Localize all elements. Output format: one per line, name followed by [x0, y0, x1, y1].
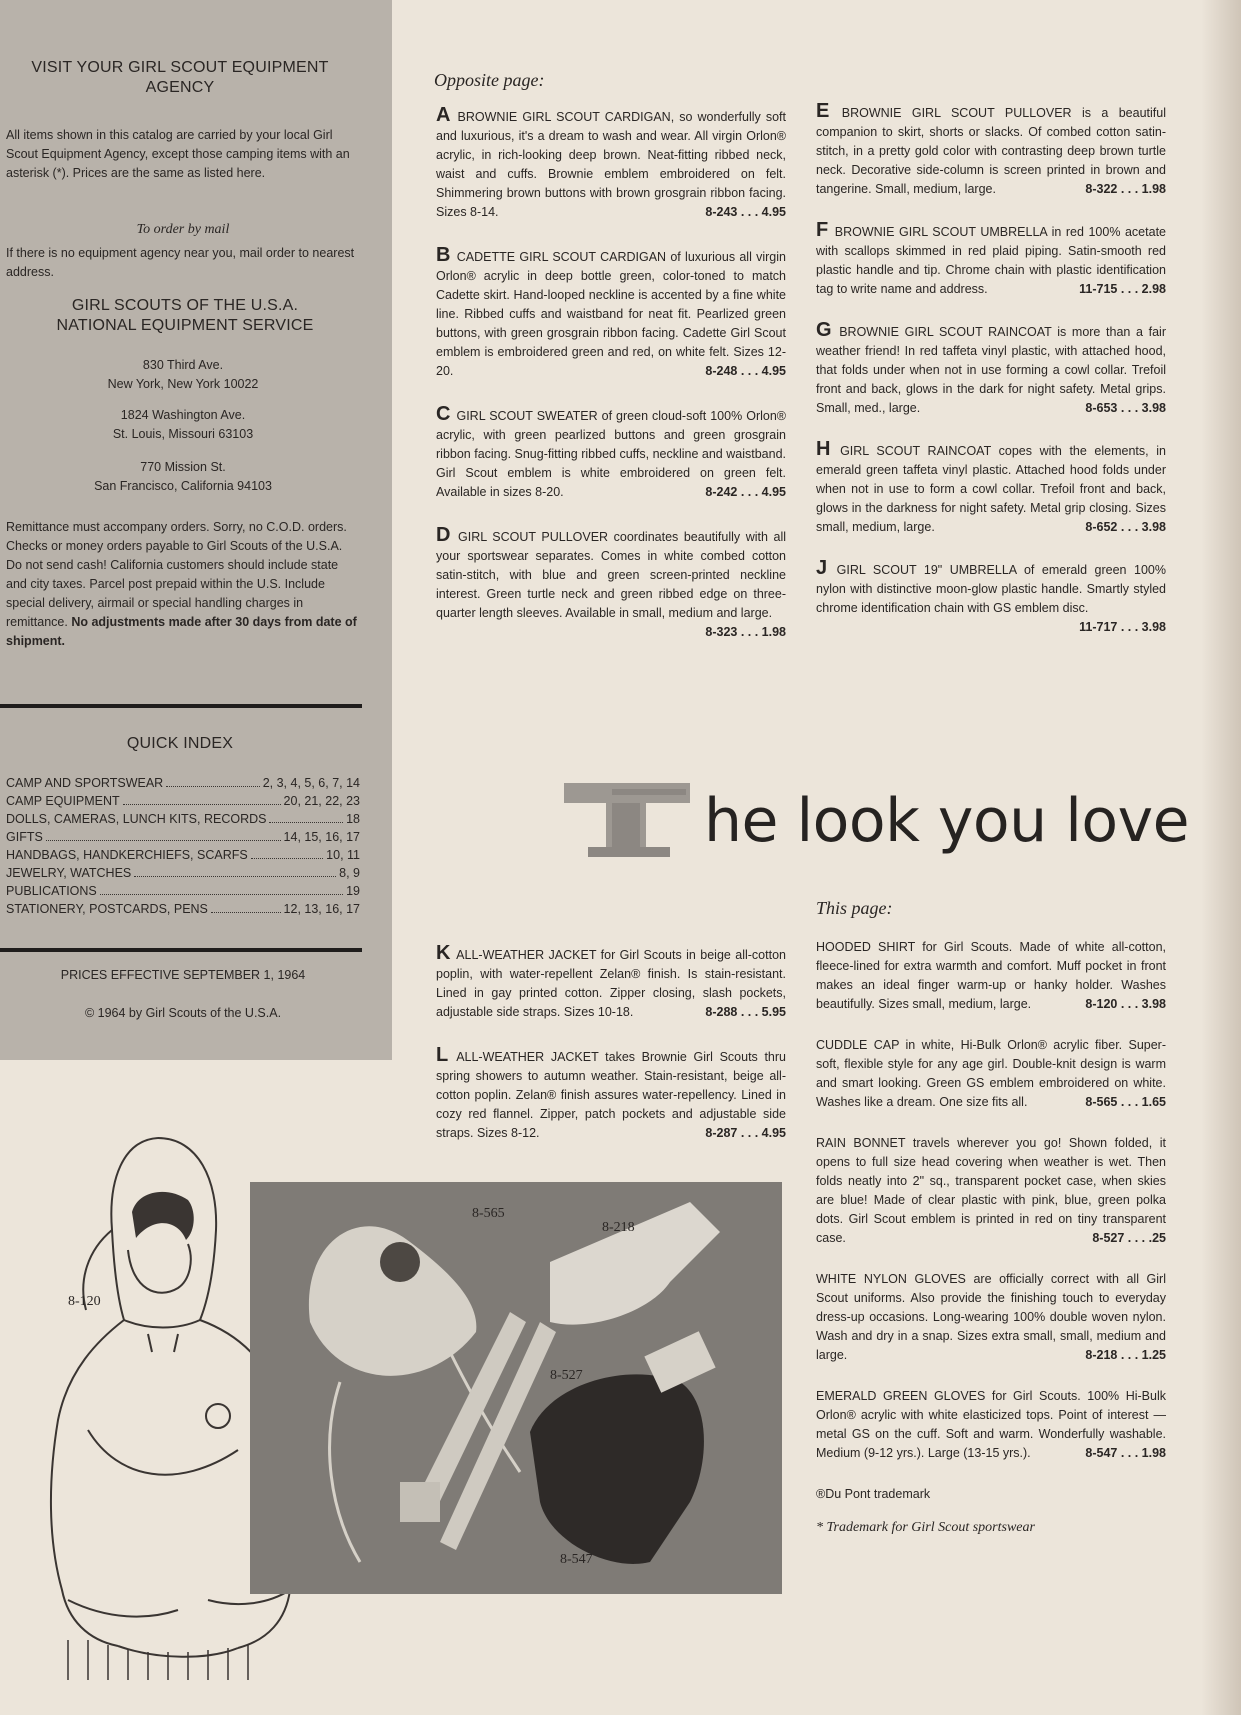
- label-cuddle-cap: 8-565: [472, 1206, 505, 1221]
- index-category: HANDBAGS, HANDKERCHIEFS, SCARFS: [6, 848, 248, 862]
- product-description: [816, 938, 1166, 1014]
- divider-rule: [0, 948, 362, 952]
- item-price: 8-653 . . . 3.98: [1085, 401, 1166, 415]
- item-price: 8-248 . . . 4.95: [705, 364, 786, 378]
- opposite-page-title: Opposite page:: [434, 70, 545, 90]
- item-text: CADETTE GIRL SCOUT CARDIGAN of luxurious all virgin Orlon® acrylic in deep bottle green, color-toned to match Cadette skirt. Hand-looped neckline is accented by a fine white line. Ribbed cuffs and waistband for neat fit. Pearlized green buttons, with green grosgrain ribbon facing. Cadette Girl Scout emblem is embroidered green and red, on white felt. Sizes 12-20.: [436, 250, 786, 378]
- index-category: GIFTS: [6, 830, 43, 844]
- org-heading: GIRL SCOUTS OF THE U.S.A. NATIONAL EQUIPMENT SERVICE: [56, 297, 314, 334]
- product-description: [436, 944, 786, 1022]
- address-st-louis: 1824 Washington Ave. St. Louis, Missouri 63103: [112, 408, 254, 441]
- item-letter: C: [436, 403, 451, 425]
- product-description: [816, 559, 1166, 637]
- item-text: HOODED SHIRT for Girl Scouts. Made of white all-cotton, fleece-lined for extra warmth and comfort. Muff pocket in front makes an ideal finger warm-up or hanky holder. Washes beautifully. Sizes small, medium, large.: [816, 940, 1166, 1011]
- item-price: 11-715 . . . 2.98: [1079, 282, 1166, 296]
- quick-index-row: [6, 900, 360, 918]
- product-description: [436, 106, 786, 222]
- index-category: PUBLICATIONS: [6, 884, 97, 898]
- item-letter: H: [816, 438, 831, 460]
- product-description: [816, 1036, 1166, 1112]
- item-price: 8-218 . . . 1.25: [1085, 1348, 1166, 1362]
- item-letter: K: [436, 942, 451, 964]
- item-letter: G: [816, 319, 832, 341]
- index-category: STATIONERY, POSTCARDS, PENS: [6, 902, 208, 916]
- quick-index-row: [6, 774, 360, 792]
- accessories-photo: [250, 1182, 782, 1594]
- product-description: [816, 321, 1166, 418]
- product-description: [436, 526, 786, 642]
- quick-index-row: [6, 828, 360, 846]
- label-white-gloves: 8-218: [602, 1220, 635, 1235]
- item-price: 8-120 . . . 3.98: [1085, 997, 1166, 1011]
- product-description: [816, 221, 1166, 299]
- index-pages: 14, 15, 16, 17: [283, 830, 360, 844]
- mail-text: If there is no equipment agency near you, mail order to nearest address.: [6, 246, 355, 279]
- product-description: [436, 246, 786, 381]
- label-rain-bonnet: 8-527: [550, 1368, 583, 1383]
- item-letter: F: [816, 219, 829, 241]
- item-text: GIRL SCOUT RAINCOAT copes with the elements, in emerald green taffeta vinyl plastic. Attached hood folds under when not in use to form a cowl collar. Trefoil front and back, glows in the darkness for night safety. Metal grip closing. Sizes small, medium, large.: [816, 444, 1166, 534]
- item-letter: A: [436, 104, 451, 126]
- headline-t-glyph: [558, 783, 696, 857]
- address-san-francisco: 770 Mission St. San Francisco, California 94103: [94, 460, 272, 493]
- accessories-photo-art: [250, 1182, 782, 1594]
- index-pages: 18: [346, 812, 360, 826]
- leader-dots: [100, 882, 343, 895]
- remittance-text: Remittance must accompany orders. Sorry, no C.O.D. orders. Checks or money orders payable to Girl Scouts of the U.S.A. Do not send cash! California customers should include state and city taxes. Parcel post prepaid within the U.S. Include special delivery, airmail or special handling charges in remittance. No adjustments made after 30 days from date of shipment.: [6, 520, 357, 648]
- index-pages: 8, 9: [339, 866, 360, 880]
- index-category: CAMP AND SPORTSWEAR: [6, 776, 164, 790]
- item-price: 8-547 . . . 1.98: [1085, 1446, 1166, 1460]
- item-price: 8-652 . . . 3.98: [1085, 520, 1166, 534]
- sportswear-trademark-note: * Trademark for Girl Scout sportswear: [816, 1520, 1035, 1535]
- leader-dots: [134, 864, 336, 877]
- item-text: WHITE NYLON GLOVES are officially correct with all Girl Scout uniforms. Also provide the finishing touch to everyday dress-up occasions. Long-wearing 100% double woven nylon. Wash and dry in a snap. Sizes extra small, small, medium and large.: [816, 1272, 1166, 1362]
- leader-dots: [269, 810, 343, 823]
- divider-rule: [0, 704, 362, 708]
- adjustments-notice: No adjustments made after 30 days from date of shipment.: [6, 615, 357, 648]
- index-pages: 2, 3, 4, 5, 6, 7, 14: [262, 776, 360, 790]
- item-text: BROWNIE GIRL SCOUT CARDIGAN, so wonderfully soft and luxurious, it's a dream to wash and wear. All virgin Orlon® acrylic, in rich-looking deep brown. Neat-fitting ribbed neck, waist and cuffs. Brownie emblem embroidered on felt. Shimmering brown buttons with brown grosgrain ribbon facing. Sizes 8-14.: [436, 110, 786, 219]
- item-letter: B: [436, 244, 451, 266]
- item-letter: D: [436, 524, 451, 546]
- item-text: GIRL SCOUT PULLOVER coordinates beautifully with all your sportswear separates. Comes in white combed cotton satin-stitch, with blue and green screen-printed neckline interest. Green turtle neck and green ribbed edge on three-quarter length sleeves. Available in small, medium and large.: [436, 530, 786, 620]
- item-price: 8-322 . . . 1.98: [1085, 182, 1166, 196]
- item-text: RAIN BONNET travels wherever you go! Shown folded, it opens to full size head covering when weather is wet. Then folds neatly into 2" sq., transparent pocket case, when skies are blue! Made of clear plastic with pink, blue, green polka dots. Girl Scout emblem is printed in red on tiny transparent case.: [816, 1136, 1166, 1245]
- item-text: ALL-WEATHER JACKET for Girl Scouts in beige all-cotton poplin, with water-repellent Zelan® finish. Is stain-resistant. Lined in gay printed cotton. Zipper closing, slash pockets, adjustable side straps. Sizes 10-18.: [436, 948, 786, 1019]
- index-category: JEWELRY, WATCHES: [6, 866, 132, 880]
- opposite-items-left: [436, 106, 786, 666]
- item-price: 8-323 . . . 1.98: [705, 625, 786, 639]
- label-green-gloves: 8-547: [560, 1552, 593, 1567]
- this-page-title: This page:: [816, 898, 893, 918]
- jacket-items: [436, 944, 786, 1167]
- item-text: BROWNIE GIRL SCOUT UMBRELLA in red 100% acetate with scallops skimmed in red plaid piping. Satin-smooth red plastic handle and tip. Chrome chain with plastic identification tag to write name and address.: [816, 225, 1166, 296]
- address-new-york: 830 Third Ave. New York, New York 10022: [107, 358, 259, 391]
- opposite-items-right: [816, 102, 1166, 659]
- quick-index-row: [6, 846, 360, 864]
- agency-intro: All items shown in this catalog are carried by your local Girl Scout Equipment Agency, except those camping items with an asterisk (*). Prices are the same as listed here.: [6, 128, 350, 180]
- item-text: GIRL SCOUT 19" UMBRELLA of emerald green 100% nylon with distinctive moon-glow plastic handle. Smartly styled chrome identification chain with GS emblem disc.: [816, 563, 1166, 615]
- page-edge-shadow: [1201, 0, 1241, 1715]
- mail-heading: To order by mail: [136, 222, 230, 237]
- quick-index-row: [6, 792, 360, 810]
- headline: he look you love: [704, 786, 1190, 856]
- index-pages: 10, 11: [326, 848, 360, 862]
- leader-dots: [46, 828, 281, 841]
- item-text: CUDDLE CAP in white, Hi-Bulk Orlon® acrylic fiber. Super-soft, flexible style for any age girl. Double-knit design is warm and smart looking. Green GS emblem embroidered on white. Washes like a dream. One size fits all.: [816, 1038, 1166, 1109]
- agency-heading: VISIT YOUR GIRL SCOUT EQUIPMENT AGENCY: [31, 59, 329, 96]
- item-price: 11-717 . . . 3.98: [1079, 620, 1166, 634]
- item-text: GIRL SCOUT SWEATER of green cloud-soft 100% Orlon® acrylic, with green pearlized buttons and green grosgrain ribbon facing. Snug-fitting ribbed cuffs, neckline and waistband. Girl Scout emblem is white embroidered on green felt. Available in sizes 8-20.: [436, 409, 786, 499]
- quick-index-row: [6, 882, 360, 900]
- item-price: 8-565 . . . 1.65: [1085, 1095, 1166, 1109]
- item-price: 8-243 . . . 4.95: [705, 205, 786, 219]
- leader-dots: [251, 846, 323, 859]
- quick-index-list: [6, 774, 360, 918]
- item-price: 8-287 . . . 4.95: [705, 1126, 786, 1140]
- index-category: CAMP EQUIPMENT: [6, 794, 120, 808]
- agency-panel: [0, 0, 392, 1060]
- index-category: DOLLS, CAMERAS, LUNCH KITS, RECORDS: [6, 812, 267, 826]
- leader-dots: [211, 900, 281, 913]
- item-letter: L: [436, 1044, 449, 1066]
- item-letter: J: [816, 557, 828, 579]
- quick-index-title: QUICK INDEX: [126, 735, 234, 752]
- item-text: BROWNIE GIRL SCOUT RAINCOAT is more than a fair weather friend! In red taffeta vinyl plastic, with attached hood, that folds under when not in use forming a cowl collar. Trefoil front and back, glows in the dark for night safety. Metal grips. Small, med., large.: [816, 325, 1166, 415]
- this-page-items: [816, 938, 1166, 1537]
- product-description: [816, 440, 1166, 537]
- item-price: 8-288 . . . 5.95: [705, 1005, 786, 1019]
- item-price: 8-242 . . . 4.95: [705, 485, 786, 499]
- product-description: [816, 1134, 1166, 1248]
- product-description: [436, 1046, 786, 1143]
- label-hooded-shirt: 8-120: [68, 1294, 101, 1309]
- item-letter: E: [816, 100, 830, 122]
- product-description: [816, 1270, 1166, 1365]
- index-pages: 12, 13, 16, 17: [283, 902, 360, 916]
- prices-effective: PRICES EFFECTIVE SEPTEMBER 1, 1964: [60, 968, 306, 982]
- item-text: EMERALD GREEN GLOVES for Girl Scouts. 100% Hi-Bulk Orlon® acrylic with white elasticized tops. Point of interest — metal GS on the cuff. Soft and warm. Wonderfully washable. Medium (9-12 yrs.). Large (13-15 yrs.).: [816, 1389, 1166, 1460]
- product-description: [436, 405, 786, 502]
- item-price: 8-527 . . . .25: [1092, 1231, 1166, 1245]
- leader-dots: [123, 792, 281, 805]
- copyright-notice: © 1964 by Girl Scouts of the U.S.A.: [84, 1006, 282, 1020]
- index-pages: 20, 21, 22, 23: [283, 794, 360, 808]
- leader-dots: [166, 774, 259, 787]
- item-text: ALL-WEATHER JACKET takes Brownie Girl Scouts thru spring showers to autumn weather. Stain-resistant, beige all-cotton poplin. Zelan® finish assures water-repellency. Lined in cozy red flannel. Zipper, patch pockets and adjustable side straps. Sizes 8-12.: [436, 1050, 786, 1140]
- item-text: BROWNIE GIRL SCOUT PULLOVER is a beautiful companion to skirt, shorts or slacks. Of combed cotton satin-stitch, in a pretty gold color with contrasting deep brown turtle neck. Decorative side-column is screen printed in brown and tangerine. Small, medium, large.: [816, 106, 1166, 196]
- product-description: [816, 1387, 1166, 1463]
- quick-index-row: [6, 864, 360, 882]
- quick-index-row: [6, 810, 360, 828]
- product-description: [816, 102, 1166, 199]
- index-pages: 19: [346, 884, 360, 898]
- dupont-trademark: ®Du Pont trademark: [816, 1487, 931, 1501]
